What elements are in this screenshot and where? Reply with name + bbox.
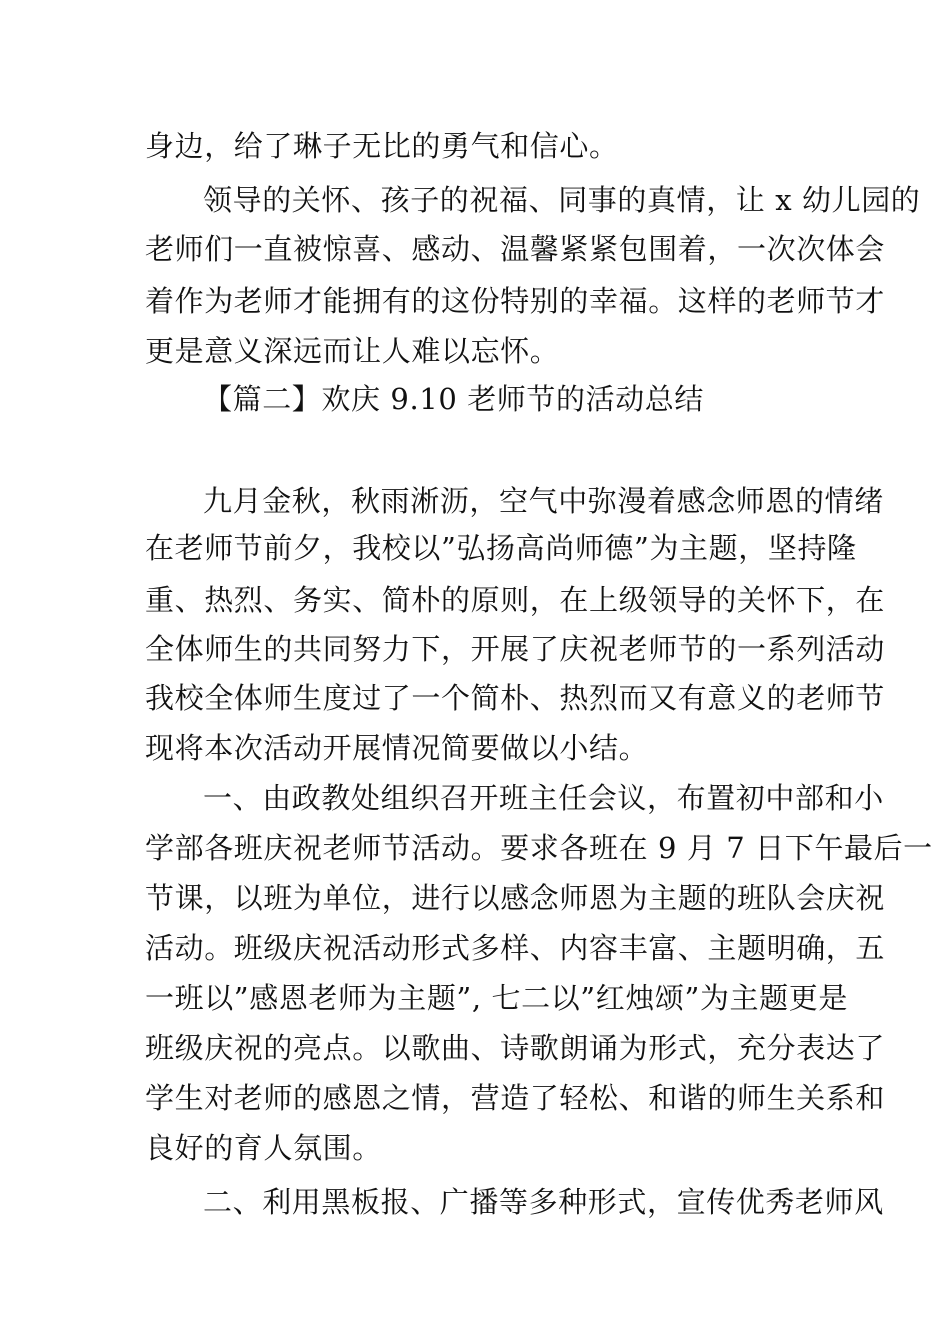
paragraph-line: 良好的育人氛围。 xyxy=(145,1131,382,1165)
paragraph-line: 重、热烈、务实、简朴的原则，在上级领导的关怀下，在 xyxy=(145,583,886,617)
paragraph-line: 九月金秋，秋雨淅沥，空气中弥漫着感念师恩的情绪 xyxy=(203,484,884,518)
paragraph-line: 我校全体师生度过了一个简朴、热烈而又有意义的老师节 xyxy=(145,681,886,715)
paragraph-line: 老师们一直被惊喜、感动、温馨紧紧包围着，一次次体会 xyxy=(145,232,886,266)
paragraph-line: 一班以”感恩老师为主题”, 七二以”红烛颂”为主题更是 xyxy=(145,981,848,1015)
paragraph-line: 全体师生的共同努力下，开展了庆祝老师节的一系列活动 xyxy=(145,632,886,666)
paragraph-line: 活动。班级庆祝活动形式多样、内容丰富、主题明确，五 xyxy=(145,931,886,965)
paragraph-line: 更是意义深远而让人难以忘怀。 xyxy=(145,334,560,368)
paragraph-line: 在老师节前夕，我校以”弘扬高尚师德”为主题，坚持隆 xyxy=(145,531,857,565)
paragraph-line: 班级庆祝的亮点。以歌曲、诗歌朗诵为形式，充分表达了 xyxy=(145,1031,886,1065)
paragraph-line: 学部各班庆祝老师节活动。要求各班在 9 月 7 日下午最后一 xyxy=(145,831,933,865)
paragraph-line: 领导的关怀、孩子的祝福、同事的真情，让 x 幼儿园的 xyxy=(203,183,921,217)
paragraph-line: 着作为老师才能拥有的这份特别的幸福。这样的老师节才 xyxy=(145,284,886,318)
paragraph-line: 一、由政教处组织召开班主任会议，布置初中部和小 xyxy=(203,781,884,815)
paragraph-line: 身边，给了琳子无比的勇气和信心。 xyxy=(145,129,619,163)
paragraph-line: 二、利用黑板报、广播等多种形式，宣传优秀老师风 xyxy=(203,1185,884,1219)
paragraph-line: 学生对老师的感恩之情，营造了轻松、和谐的师生关系和 xyxy=(145,1081,886,1115)
section-heading: 【篇二】欢庆 9.10 老师节的活动总结 xyxy=(203,382,705,416)
paragraph-line: 现将本次活动开展情况简要做以小结。 xyxy=(145,731,649,765)
paragraph-line: 节课，以班为单位，进行以感念师恩为主题的班队会庆祝 xyxy=(145,881,886,915)
